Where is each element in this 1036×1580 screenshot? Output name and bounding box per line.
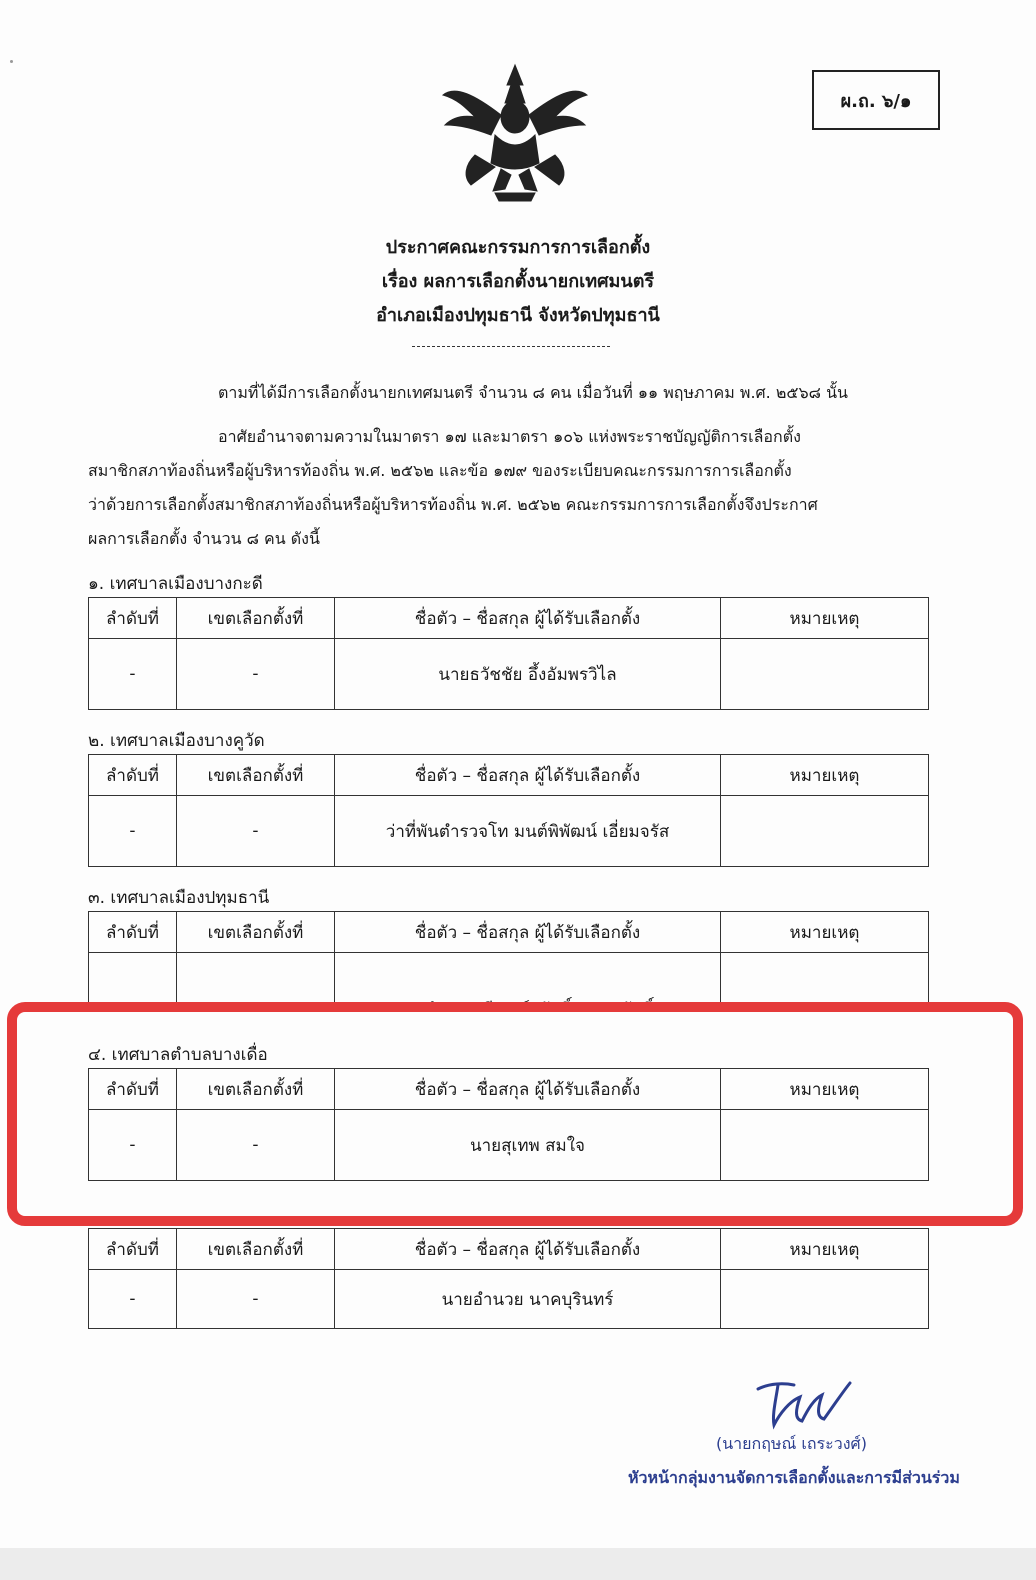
cell-order: - [89,639,177,710]
header-remark: หมายเหตุ [721,1229,929,1270]
section-title-4: ๔. เทศบาลตำบลบางเดื่อ [88,1045,268,1065]
table-row [89,796,929,867]
body-line-4: ผลการเลือกตั้ง จำนวน ๘ คน ดังนี้ [88,529,320,548]
header-name: ชื่อตัว – ชื่อสกุล ผู้ได้รับเลือกตั้ง [335,1229,721,1270]
cell-remark [721,1110,929,1181]
body-line-1: อาศัยอำนาจตามความในมาตรา ๑๗ และมาตรา ๑๐๖ แห่งพระราชบัญญัติการเลือกตั้ง [218,427,801,446]
intro-paragraph: ตามที่ได้มีการเลือกตั้งนายกเทศมนตรี จำนวน ๘ คน เมื่อวันที่ ๑๑ พฤษภาคม พ.ศ. ๒๕๖๘ นั้น [218,383,848,402]
section-title-1: ๑. เทศบาลเมืองบางกะดี [88,574,263,594]
header-remark: หมายเหตุ [721,912,929,953]
cell-remark [721,796,929,867]
cell-order: - [89,1270,177,1329]
header-district: เขตเลือกตั้งที่ [177,755,335,796]
garuda-emblem-icon [435,55,595,205]
cell-name: นายสุเทพ สมใจ [335,1110,721,1181]
scan-speck [10,60,13,63]
header-order: ลำดับที่ [89,598,177,639]
announcement-subject: เรื่อง ผลการเลือกตั้งนายกเทศมนตรี [381,271,655,292]
results-table-5 [88,1228,929,1329]
results-table-2 [88,754,929,867]
cell-remark [721,639,929,710]
cell-district: - [177,796,335,867]
scan-bottom-strip [0,1548,1036,1580]
cell-district: - [177,639,335,710]
header-district: เขตเลือกตั้งที่ [177,598,335,639]
header-order: ลำดับที่ [89,1069,177,1110]
table-row [89,639,929,710]
header-district: เขตเลือกตั้งที่ [177,1069,335,1110]
announcement-title: ประกาศคณะกรรมการการเลือกตั้ง [385,237,651,258]
signatory-name: (นายกฤษณ์ เถระวงศ์) [716,1434,867,1453]
cell-district: - [177,1270,335,1329]
body-line-3: ว่าด้วยการเลือกตั้งสมาชิกสภาท้องถิ่นหรือผู้บริหารท้องถิ่น พ.ศ. ๒๕๖๒ คณะกรรมการการเลือกตั้งจึงประกาศ [88,495,818,514]
section-title-2: ๒. เทศบาลเมืองบางคูวัด [88,731,265,751]
results-table-1 [88,597,929,710]
header-remark: หมายเหตุ [721,1069,929,1110]
cell-name: นายธวัชชัย อึ้งอัมพรวิไล [335,639,721,710]
table-row [89,1110,929,1181]
header-remark: หมายเหตุ [721,755,929,796]
cell-order: - [89,1110,177,1181]
header-order: ลำดับที่ [89,912,177,953]
cell-remark [721,1270,929,1329]
header-order: ลำดับที่ [89,755,177,796]
handwritten-signature [750,1375,860,1435]
header-district: เขตเลือกตั้งที่ [177,912,335,953]
form-code-box: ผ.ถ. ๖/๑ [812,70,940,130]
header-name: ชื่อตัว – ชื่อสกุล ผู้ได้รับเลือกตั้ง [335,598,721,639]
header-remark: หมายเหตุ [721,598,929,639]
header-name: ชื่อตัว – ชื่อสกุล ผู้ได้รับเลือกตั้ง [335,912,721,953]
cell-name: นายอำนวย นาคบุรินทร์ [335,1270,721,1329]
results-table-4 [88,1068,929,1181]
table-row [89,1270,929,1329]
title-divider [412,346,610,347]
announcement-location: อำเภอเมืองปทุมธานี จังหวัดปทุมธานี [376,305,660,326]
cell-district: - [177,1110,335,1181]
header-name: ชื่อตัว – ชื่อสกุล ผู้ได้รับเลือกตั้ง [335,1069,721,1110]
header-order: ลำดับที่ [89,1229,177,1270]
cell-name: ว่าที่พันตำรวจโท มนต์พิพัฒน์ เอี่ยมจรัส [335,796,721,867]
header-name: ชื่อตัว – ชื่อสกุล ผู้ได้รับเลือกตั้ง [335,755,721,796]
section-title-3: ๓. เทศบาลเมืองปทุมธานี [88,888,270,908]
header-district: เขตเลือกตั้งที่ [177,1229,335,1270]
signatory-position: หัวหน้ากลุ่มงานจัดการเลือกตั้งและการมีส่วนร่วม [628,1468,960,1487]
cell-order: - [89,796,177,867]
body-line-2: สมาชิกสภาท้องถิ่นหรือผู้บริหารท้องถิ่น พ.ศ. ๒๕๖๒ และข้อ ๑๗๙ ของระเบียบคณะกรรมการการเลือกตั้ง [88,461,792,480]
